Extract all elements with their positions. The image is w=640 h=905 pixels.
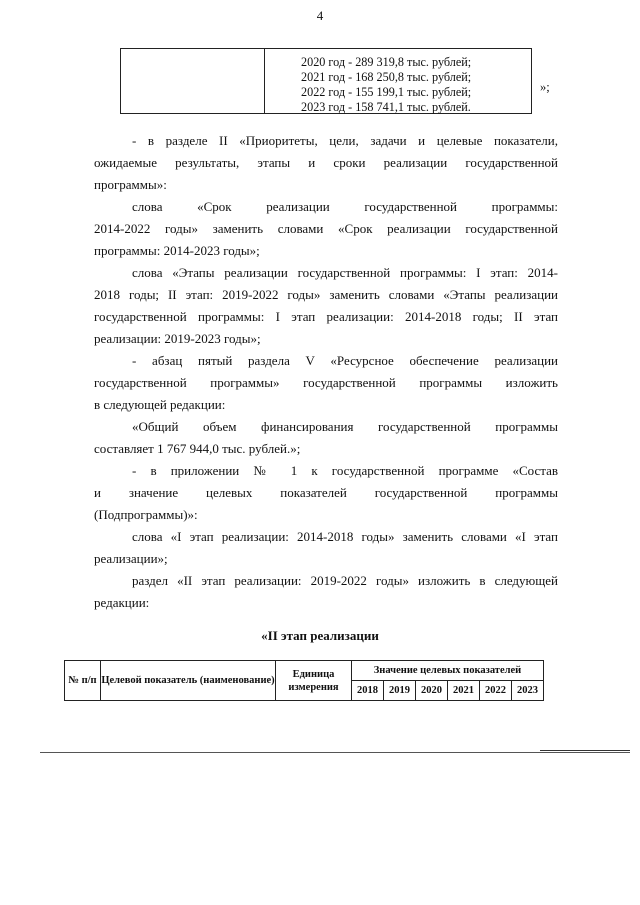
page-bottom-rule bbox=[40, 752, 630, 753]
header-indicator: Целевой показатель (наименование) bbox=[101, 661, 276, 701]
paragraph-line: - в разделе II «Приоритеты, цели, задачи и целевые показатели, bbox=[132, 133, 558, 148]
paragraph-line: составляет 1 767 944,0 тыс. рублей.»; bbox=[94, 441, 301, 456]
paragraph-line: слова «I этап реализации: 2014-2018 годы» заменить словами «I этап bbox=[132, 529, 558, 544]
paragraph-line: реализации»; bbox=[94, 551, 168, 566]
paragraph-line: 2018 годы; II этап: 2019-2022 годы» заменить словами «Этапы реализации bbox=[94, 287, 558, 302]
page-number: 4 bbox=[316, 8, 324, 23]
funding-lines bbox=[301, 55, 471, 115]
paragraph-line: государственной программы» государственной программы изложить bbox=[94, 375, 558, 390]
targets-table bbox=[64, 660, 544, 701]
paragraph-line: государственной программы: I этап реализации: 2014-2018 годы; II этап bbox=[94, 309, 558, 324]
closing-quote: »; bbox=[540, 80, 550, 94]
year-cell: 2019 bbox=[384, 681, 416, 701]
year-cell: 2018 bbox=[352, 681, 384, 701]
funding-line: 2020 год - 289 319,8 тыс. рублей; bbox=[301, 55, 472, 69]
paragraph-line: реализации: 2019-2023 годы»; bbox=[94, 331, 261, 346]
table-divider bbox=[264, 49, 265, 113]
year-cell: 2023 bbox=[512, 681, 544, 701]
funding-line: 2023 год - 158 741,1 тыс. рублей. bbox=[301, 100, 471, 114]
year-cell: 2022 bbox=[480, 681, 512, 701]
header-values: Значение целевых показателей bbox=[352, 661, 544, 681]
funding-table-fragment bbox=[120, 48, 532, 114]
page-bottom-rule-accent bbox=[540, 750, 630, 751]
year-cell: 2020 bbox=[416, 681, 448, 701]
paragraph-line: программы: 2014-2023 годы»; bbox=[94, 243, 260, 258]
paragraph-line: и значение целевых показателей государственной программы bbox=[94, 485, 558, 500]
paragraph-line: - абзац пятый раздела V «Ресурсное обеспечение реализации bbox=[132, 353, 558, 368]
paragraph-line: «Общий объем финансирования государственной программы bbox=[132, 419, 558, 434]
stage-heading: «II этап реализации bbox=[261, 628, 379, 643]
paragraph-line: (Подпрограммы)»: bbox=[94, 507, 198, 522]
paragraph-line: 2014-2022 годы» заменить словами «Срок реализации государственной bbox=[94, 221, 558, 236]
header-num: № п/п bbox=[65, 661, 101, 701]
funding-line: 2022 год - 155 199,1 тыс. рублей; bbox=[301, 85, 472, 99]
paragraph-line: - в приложении № 1 к государственной программе «Состав bbox=[132, 463, 558, 478]
funding-line: 2021 год - 168 250,8 тыс. рублей; bbox=[301, 70, 472, 84]
year-cell: 2021 bbox=[448, 681, 480, 701]
paragraph-line: раздел «II этап реализации: 2019-2022 годы» изложить в следующей bbox=[132, 573, 558, 588]
paragraph-line: программы»: bbox=[94, 177, 167, 192]
paragraph-line: слова «Срок реализации государственной программы: bbox=[132, 199, 558, 214]
paragraph-line: слова «Этапы реализации государственной программы: I этап: 2014- bbox=[132, 265, 558, 280]
paragraph-line: в следующей редакции: bbox=[94, 397, 226, 412]
header-unit: Единица измерения bbox=[276, 661, 352, 701]
paragraph-line: редакции: bbox=[94, 595, 150, 610]
paragraph-line: ожидаемые результаты, этапы и сроки реализации государственной bbox=[94, 155, 558, 170]
